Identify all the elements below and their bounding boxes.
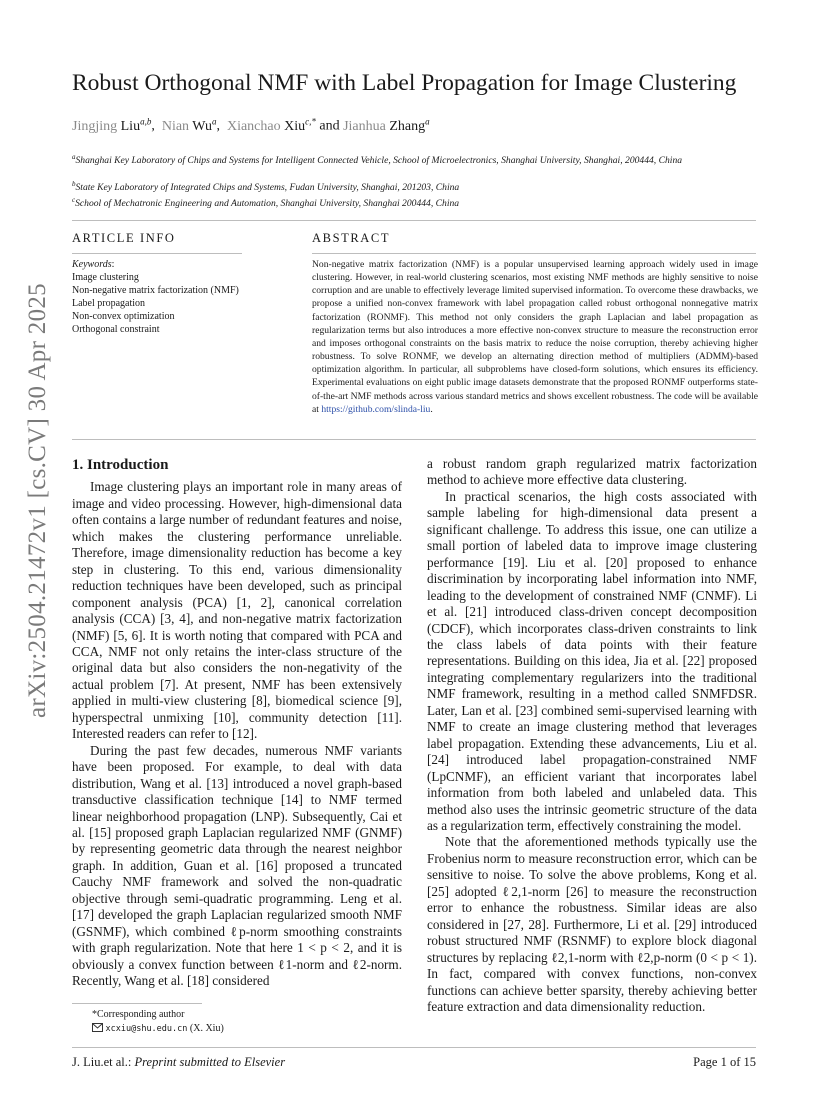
- article-info-heading: ARTICLE INFO: [72, 231, 176, 245]
- footnote-divider: [72, 1003, 202, 1004]
- footer-divider: [72, 1047, 756, 1048]
- paper-title: Robust Orthogonal NMF with Label Propagation for Image Clustering: [72, 70, 737, 96]
- author-1[interactable]: Jingjing Liu$^{a,b}$: [72, 116, 152, 134]
- left-column: [72, 457, 402, 990]
- arxiv-stamp: [18, 282, 58, 718]
- author-list: Jingjing Liu$^{a,b}$, Nian Wu$^a$, Xianchao Xiu$^{c,*}$ and Jianhua Zhang$^a$: [72, 116, 430, 134]
- author-email[interactable]: xcxiu@shu.edu.cn: [105, 1024, 188, 1034]
- affiliation-c: $^c$School of Mechatronic Engineering and Automation, Shanghai University, Shanghai 200444, China: [72, 196, 460, 210]
- paragraph: During the past few decades, numerous NMF variants have been proposed. For example, to deal with data distribution, Wang et al. [13] introduced a novel graph-based transductive classification technique [14] to NMF termed linear neighborhood propagation (LNP). Subsequently, Cai et al. [15] proposed graph Laplacian regularized NMF (GNMF) by representing geometric data through the nearest neighbor graph. In addition, Guan et al. [16] proposed a truncated Cauchy NMF framework and solved the non-quadratic objective through semi-quadratic programming. Leng et al. [17] developed the graph Laplacian regularized smooth NMF (GSNMF), which combined ℓp-norm smoothing constraints with graph regularization. Note that here 1 < p < 2, and it is obviously a convex function between ℓ1-norm and ℓ2-norm. Recently, Wang et al. [18] considered: [72, 742, 402, 989]
- affiliation-a: $^a$Shanghai Key Laboratory of Chips and Systems for Intelligent Connected Vehicle, School of Microelectronics, Shanghai University, Shanghai, 200444, China: [72, 153, 683, 167]
- code-link[interactable]: https://github.com/slinda-liu: [321, 403, 431, 415]
- keywords-block: Keywords: Image clustering Non-negative matrix factorization (NMF) Label propagation Non-convex optimization Orthogonal constraint: [72, 258, 297, 336]
- paragraph: In practical scenarios, the high costs associated with sample labeling for high-dimensional data present a significant challenge. To address this issue, one can utilize a small portion of labeled data to improve image clustering performance [19]. Liu et al. [20] proposed to enhance discrimination by incorporating label information into NMF, leading to the development of constrained NMF (CNMF). Li et al. [21] introduced class-driven concept decomposition (CDCF), which incorporates class-driven constraints to link the class labels of data points with their feature representations. Building on this idea, Jia et al. [22] proposed integrating complementary regularizers into the traditional NMF framework, resulting in a method called SNMFDSR. Later, Lan et al. [23] combined semi-supervised learning with NMF to create an image clustering method that leverages label propagation. Extending these advancements, Liu et al. [24] introduced label propagation-constrained NMF (LpCNMF), an efficient variant that incorporates label information from both labeled and unlabeled data. This method also uses the intrinsic geometric structure of the data as a regularization term, effectively constraining the model.: [427, 488, 757, 833]
- keywords-label: Keywords: [72, 259, 112, 270]
- corresponding-author-note: *Corresponding author: [92, 1009, 185, 1020]
- author-4[interactable]: Jianhua Zhang$^a$: [343, 116, 430, 134]
- author-and: and: [319, 118, 340, 134]
- author-3[interactable]: Xianchao Xiu$^{c,*}$: [226, 116, 316, 134]
- abstract-heading: ABSTRACT: [312, 231, 391, 245]
- page-number: Page 1 of 15: [693, 1055, 756, 1069]
- keyword-item: Non-negative matrix factorization (NMF): [72, 285, 239, 296]
- keyword-item: Non-convex optimization: [72, 311, 175, 322]
- footnote: [92, 1008, 224, 1037]
- arxiv-stamp-text: arXiv:2504.21472v1 [cs.CV] 30 Apr 2025: [24, 282, 51, 718]
- paragraph: Note that the aforementioned methods typically use the Frobenius norm to measure reconstruction error, which can be sensitive to noise. To solve the above problems, Kong et al. [25] adopted ℓ2,1-norm [26] to measure the reconstruction error to enhance the robustness. Similar ideas are also considered in [27, 28]. Furthermore, Li et al. [29] introduced robust structured NMF (RSNMF) to explore block diagonal structures by replacing ℓ2,1-norm with ℓ2,p-norm (0 < p < 1). In fact, compared with convex functions, non-convex functions can achieve better sparsity, thereby achieving better feature extraction and data dimensionality reduction.: [427, 834, 757, 1014]
- right-column: [427, 456, 757, 1015]
- author-2[interactable]: Nian Wu$^a$: [161, 116, 217, 134]
- paragraph: Image clustering plays an important role in many areas of image and video processing. However, high-dimensional data often contains a large number of redundant features and noise, which makes the clustering performance unreliable. Therefore, image dimensionality reduction has become a key step in clustering. To this end, various dimensionality reduction techniques have been developed, such as principal component analysis (PCA) [1, 2], canonical correlation analysis (CCA) [3, 4], and non-negative matrix factorization (NMF) [5, 6]. It is worth noting that compared with PCA and CCA, NMF not only retains the inter-class structure of the original data but also considers the non-negativity of the actual problem [7]. At present, NMF has been extensively applied in multi-view clustering [8], biomedical science [9], hyperspectral unmixing [10], community detection [11]. Interested readers can refer to [12].: [72, 479, 402, 742]
- keyword-item: Image clustering: [72, 272, 139, 283]
- envelope-icon: [92, 1023, 103, 1037]
- keyword-item: Label propagation: [72, 298, 146, 309]
- affiliation-b: $^b$State Key Laboratory of Integrated Chips and Systems, Fudan University, Shanghai, 201203, China: [72, 180, 460, 194]
- footer-citation: J. Liu.et al.: Preprint submitted to Elsevier: [72, 1055, 286, 1069]
- section-heading: 1. Introduction: [72, 457, 169, 473]
- paragraph: a robust random graph regularized matrix factorization method to achieve more effective data clustering.: [427, 456, 757, 488]
- keyword-item: Orthogonal constraint: [72, 324, 160, 335]
- author-email-name: (X. Xiu): [189, 1023, 224, 1034]
- abstract-divider: [312, 253, 756, 254]
- abstract-body: Non-negative matrix factorization (NMF) is a popular unsupervised learning approach widely used in image clustering. However, in real-world clustering scenarios, most existing NMF methods are highly sensitive to noise corruption and are unable to effectively leverage limited supervised information. To overcome these drawbacks, we propose a unified non-convex framework with label propagation called robust orthogonal nonnegative matrix factorization (RONMF). This method not only considers the graph Laplacian and label propagation as regularization terms but also introduces a more effective non-convex structure to measure the reconstruction error and imposes orthogonal constraints on the basis matrix to reduce the noise corruption, thereby achieving higher robustness. To solve RONMF, we develop an alternating direction method of multipliers (ADMM)-based optimization algorithm. In particular, all subproblems have closed-form solutions, which ensures its efficiency. Experimental evaluations on eight public image datasets demonstrate that the proposed RONMF outperforms state-of-the-art NMF methods across various standard metrics and shows excellent robustness. The code will be available at https://github.com/slinda-liu.: [312, 259, 758, 415]
- header-divider: [72, 220, 756, 221]
- abstract-bottom-divider: [72, 439, 756, 440]
- article-info-divider: [72, 253, 242, 254]
